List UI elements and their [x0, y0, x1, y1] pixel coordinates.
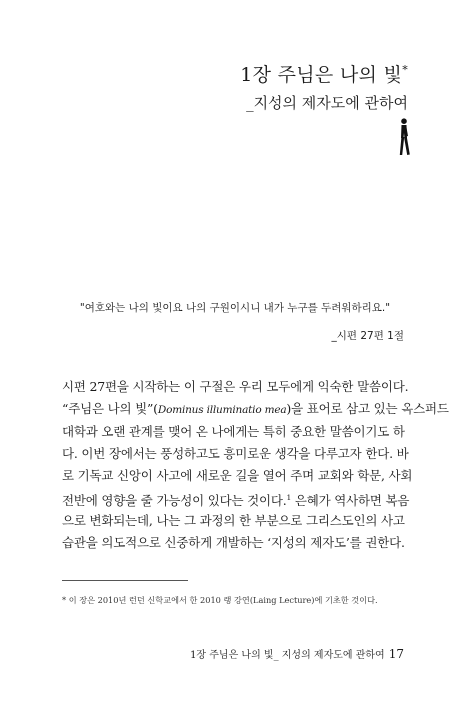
chapter-title — [240, 60, 408, 87]
body-line-text: 전반에 영향을 줄 가능성이 있다는 것이다. — [62, 493, 287, 509]
chapter-title-text: 1장 주님은 나의 빛 — [240, 64, 403, 86]
body-line — [62, 487, 410, 509]
body-line-text: )을 표어로 삼고 있는 옥스퍼드 — [286, 401, 449, 417]
page-number: 17 — [388, 647, 404, 661]
body-line-text: 은혜가 역사하면 복음 — [291, 493, 410, 509]
body-line — [62, 398, 449, 420]
body-line: 대학과 오랜 관계를 맺어 온 나에게는 특히 중요한 말씀이기도 하 — [62, 423, 405, 439]
epigraph-source: _시편 27편 1절 — [331, 330, 404, 342]
running-title: 1장 주님은 나의 빛_ 지성의 제자도에 관하여 — [190, 650, 385, 661]
chapter-title-footnote-mark: * — [402, 63, 408, 77]
footnote: * 이 장은 2010년 런던 신학교에서 한 2010 랭 강연(Laing Lecture)에 기초한 것이다. — [62, 595, 378, 605]
body-line: 으로 변화되는데, 나는 그 과정의 한 부분으로 그리스도인의 사고 — [62, 512, 405, 528]
body-line: 습관을 의도적으로 신중하게 개발하는 ‘지성의 제자도’를 권한다. — [62, 535, 405, 551]
epigraph-quote: "여호와는 나의 빛이요 나의 구원이시니 내가 누구를 두려워하리요." — [79, 302, 391, 314]
footnote-divider — [62, 580, 188, 581]
walking-person-icon — [394, 118, 412, 156]
body-line: 시편 27편을 시작하는 이 구절은 우리 모두에게 익숙한 말씀이다. — [62, 379, 409, 394]
running-footer — [190, 646, 404, 661]
footnote-reference: 1 — [286, 493, 292, 503]
chapter-subtitle: _지성의 제자도에 관하여 — [246, 94, 408, 112]
body-line: 다. 이번 장에서는 풍성하고도 흥미로운 생각을 다루고자 한다. 바 — [62, 445, 409, 461]
body-line-text: “주님은 나의 빛”( — [62, 401, 158, 417]
latin-motto: Dominus illuminatio mea — [157, 404, 287, 417]
body-line: 로 기독교 신앙이 사고에 새로운 길을 열어 주며 교회와 학문, 사회 — [62, 468, 413, 484]
body-paragraph — [62, 376, 449, 554]
